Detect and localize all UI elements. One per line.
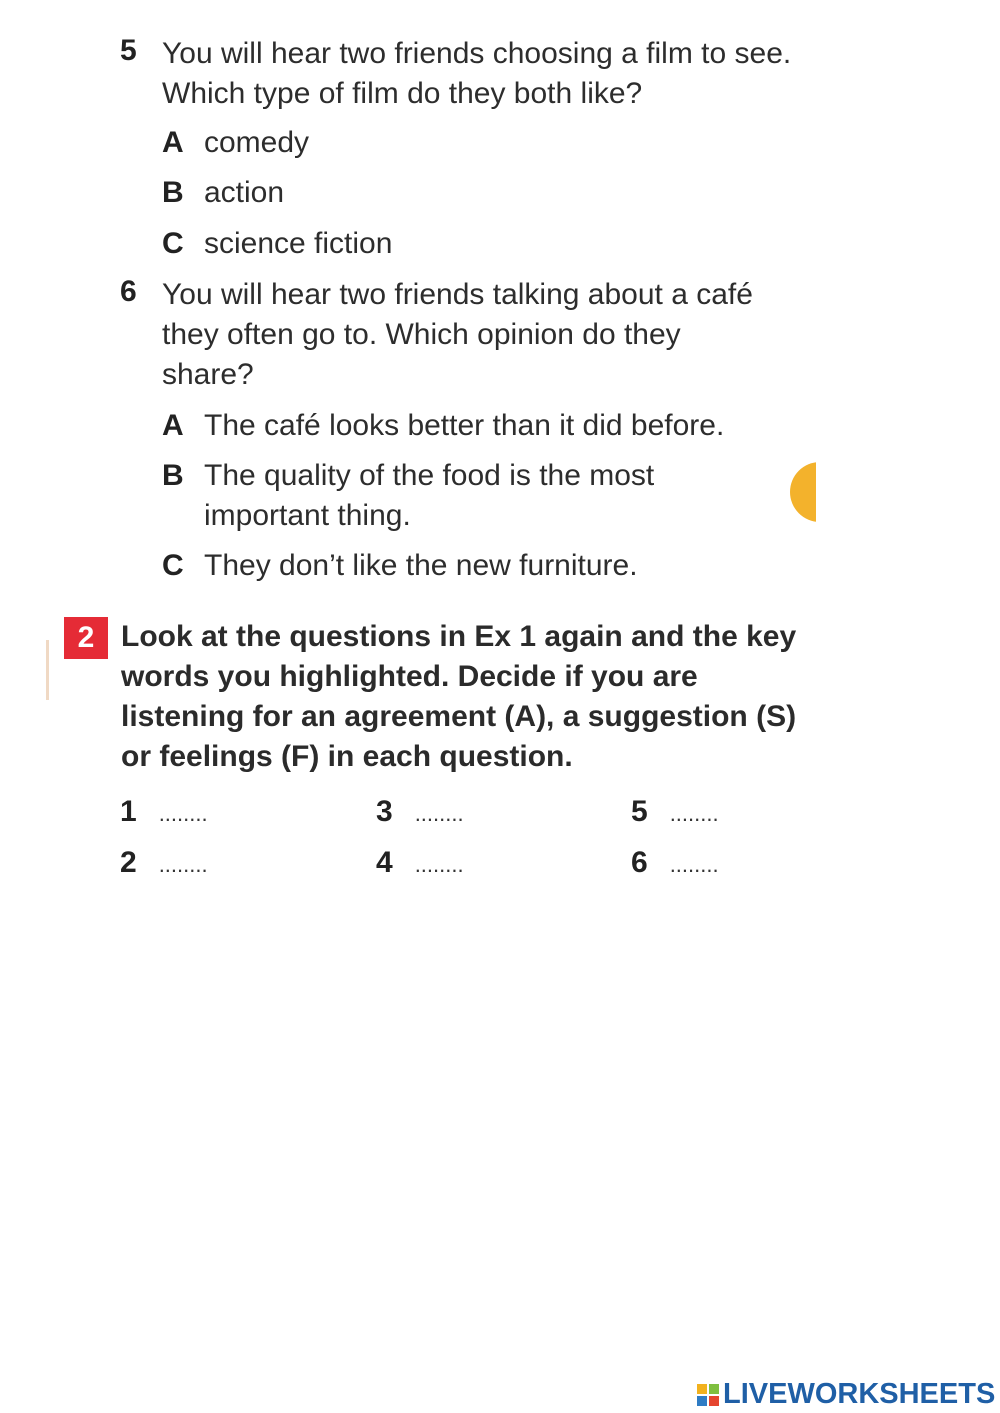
page-edge-decoration: [46, 640, 49, 700]
option-letter: C: [162, 227, 184, 260]
page-edge-mask: [816, 440, 856, 550]
answer-item-3: [376, 795, 464, 829]
question-text: You will hear two friends talking about a café they often go to. Which opinion do they share?: [162, 278, 753, 391]
question-number: 5: [120, 34, 137, 67]
answer-blank[interactable]: ........: [669, 801, 719, 826]
answer-number: 2: [120, 846, 137, 879]
answer-item-4: [376, 846, 464, 880]
question-text: You will hear two friends choosing a film to see. Which type of film do they both like?: [162, 37, 792, 110]
option-c: [162, 546, 638, 586]
answer-number: 6: [631, 846, 648, 879]
logo-text: LIVEWORKSHEETS: [723, 1378, 996, 1410]
option-letter: A: [162, 126, 184, 159]
answer-blank[interactable]: ........: [158, 852, 208, 877]
question-5: [120, 34, 820, 264]
option-a: [162, 406, 724, 446]
answer-item-2: [120, 846, 208, 880]
exercise-instruction: Look at the questions in Ex 1 again and the key words you highlighted. Decide if you are listening for an agreement (A), a suggestion (S) or feelings (F) in each question.: [121, 620, 797, 773]
option-letter: C: [162, 549, 184, 582]
answer-blank[interactable]: ........: [158, 801, 208, 826]
answer-blank[interactable]: ........: [414, 852, 464, 877]
option-letter: A: [162, 409, 184, 442]
option-letter: B: [162, 459, 184, 492]
answer-number: 1: [120, 795, 137, 828]
option-text: comedy: [204, 126, 310, 159]
option-letter: B: [162, 176, 184, 209]
option-b: [162, 456, 724, 536]
question-number: 6: [120, 275, 137, 308]
option-text: action: [204, 176, 285, 209]
answer-number: 5: [631, 795, 648, 828]
logo-grid-icon: [697, 1384, 719, 1406]
answer-item-1: [120, 795, 208, 829]
answer-item-5: [631, 795, 719, 829]
answer-item-6: [631, 846, 719, 880]
option-c: [162, 224, 392, 264]
liveworksheets-logo: [697, 1378, 995, 1411]
option-text: The quality of the food is the most important thing.: [204, 459, 655, 532]
option-a: [162, 123, 309, 163]
question-6: [120, 275, 820, 585]
exercise-number-badge: 2: [64, 617, 108, 659]
answer-number: 4: [376, 846, 393, 879]
option-text: They don’t like the new furniture.: [204, 549, 638, 582]
option-b: [162, 173, 284, 213]
answer-blank[interactable]: ........: [669, 852, 719, 877]
answer-blank[interactable]: ........: [414, 801, 464, 826]
answer-number: 3: [376, 795, 393, 828]
option-text: science fiction: [204, 227, 393, 260]
option-text: The café looks better than it did before.: [204, 409, 725, 442]
